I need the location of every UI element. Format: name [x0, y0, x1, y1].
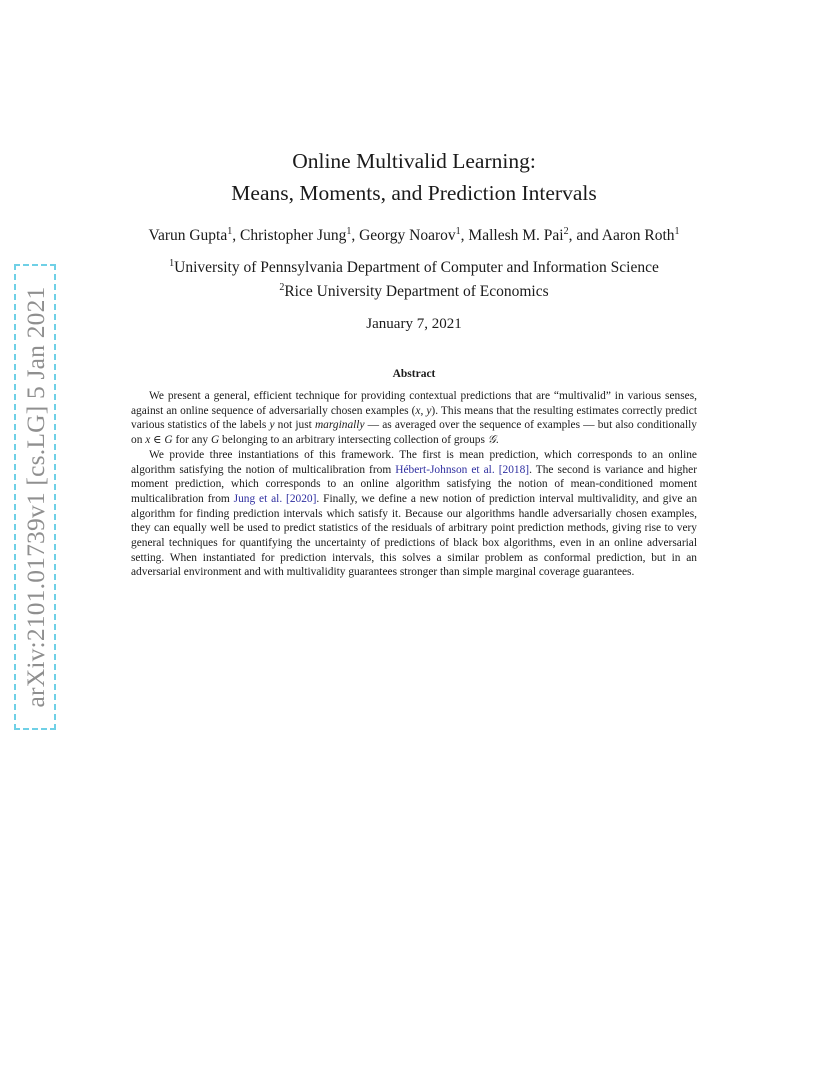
abstract-paragraph-2	[131, 448, 697, 580]
author-affil-mark: 1	[227, 226, 233, 237]
math-inline: 𝒢	[487, 434, 496, 447]
text-run: not just	[274, 419, 315, 432]
text-run: ). This means that the resulting estimates correctly predict various statistics of the labels	[131, 404, 697, 432]
text-run: — as averaged over the sequence of examples — but also conditionally on	[131, 419, 697, 447]
text-run: for any	[172, 434, 211, 447]
affiliation-2	[0, 278, 828, 302]
math-inline: G	[210, 434, 220, 447]
affil-text: Rice University Department of Economics	[284, 283, 549, 300]
affiliation-1	[0, 254, 828, 278]
text-run: belonging to an arbitrary intersecting collection of groups	[219, 434, 488, 447]
text-run: . The second is variance and higher moment prediction, which corresponds to an online algorithm satisfying the notion of mean-conditioned moment multicalibration from	[131, 463, 697, 505]
paper-title	[0, 145, 828, 209]
math-inline: x ∈ G	[145, 434, 173, 447]
math-inline: x, y	[415, 404, 432, 417]
author-name: Aaron Roth	[601, 227, 675, 244]
text-run: .	[495, 434, 499, 447]
math-inline: y	[269, 419, 275, 432]
affiliations	[0, 254, 828, 302]
author-affil-mark: 1	[674, 226, 680, 237]
author-affil-mark: 2	[563, 226, 569, 237]
affil-mark: 2	[279, 282, 285, 293]
title-line-2: Means, Moments, and Prediction Intervals	[231, 181, 597, 205]
title-line-1: Online Multivalid Learning:	[292, 149, 536, 173]
arxiv-identifier[interactable]: arXiv:2101.01739v1 [cs.LG] 5 Jan 2021	[21, 286, 50, 708]
author-name: Varun Gupta	[148, 227, 228, 244]
author-affil-mark: 1	[346, 226, 352, 237]
text-run: . Finally, we define a new notion of prediction interval multivalidity, and give an algorithm for finding prediction intervals which satisfy it. Because our algorithms handle adversarially chosen examples, they can equally well be used to predict statistics of the residuals of arbitrary point prediction methods, giving rise to very general techniques for quantifying the uncertainty of predictions of black box algorithms, even in an online adversarial setting. When instantiated for prediction intervals, this solves a similar problem as conformal prediction, but in an adversarial environment and with multivalidity guarantees stronger than simple marginal coverage guarantees.	[131, 492, 698, 579]
affil-mark: 1	[169, 258, 175, 269]
abstract-body	[131, 389, 697, 580]
author-list: Varun Gupta$^1$, Christopher Jung$^1$, Georgy Noarov$^1$, Mallesh M. Pai$^2$, and Aaron Roth$^1$	[148, 226, 680, 244]
citation-link[interactable]: Hébert-Johnson et al. [2018]	[395, 463, 530, 476]
paper-date: January 7, 2021	[366, 316, 462, 332]
abstract-paragraph-1	[131, 389, 697, 448]
text-run: We present a general, efficient technique for providing contextual predictions that are “multivalid” in various senses, against an online sequence of adversarially chosen examples (	[131, 390, 697, 417]
author-name: Christopher Jung	[240, 227, 347, 244]
author-name: Georgy Noarov	[359, 227, 456, 244]
abstract-heading: Abstract	[392, 368, 436, 380]
author-conjunction: and	[576, 227, 599, 244]
emphasis: marginally	[314, 419, 365, 432]
author-name: Mallesh M. Pai	[468, 227, 564, 244]
citation-link[interactable]: Jung et al. [2020]	[233, 492, 317, 505]
affil-text: University of Pennsylvania Department of Computer and Information Science	[174, 259, 659, 276]
author-affil-mark: 1	[455, 226, 461, 237]
text-run: We provide three instantiations of this framework. The first is mean prediction, which corresponds to an online algorithm satisfying the notion of multicalibration from	[131, 448, 697, 476]
